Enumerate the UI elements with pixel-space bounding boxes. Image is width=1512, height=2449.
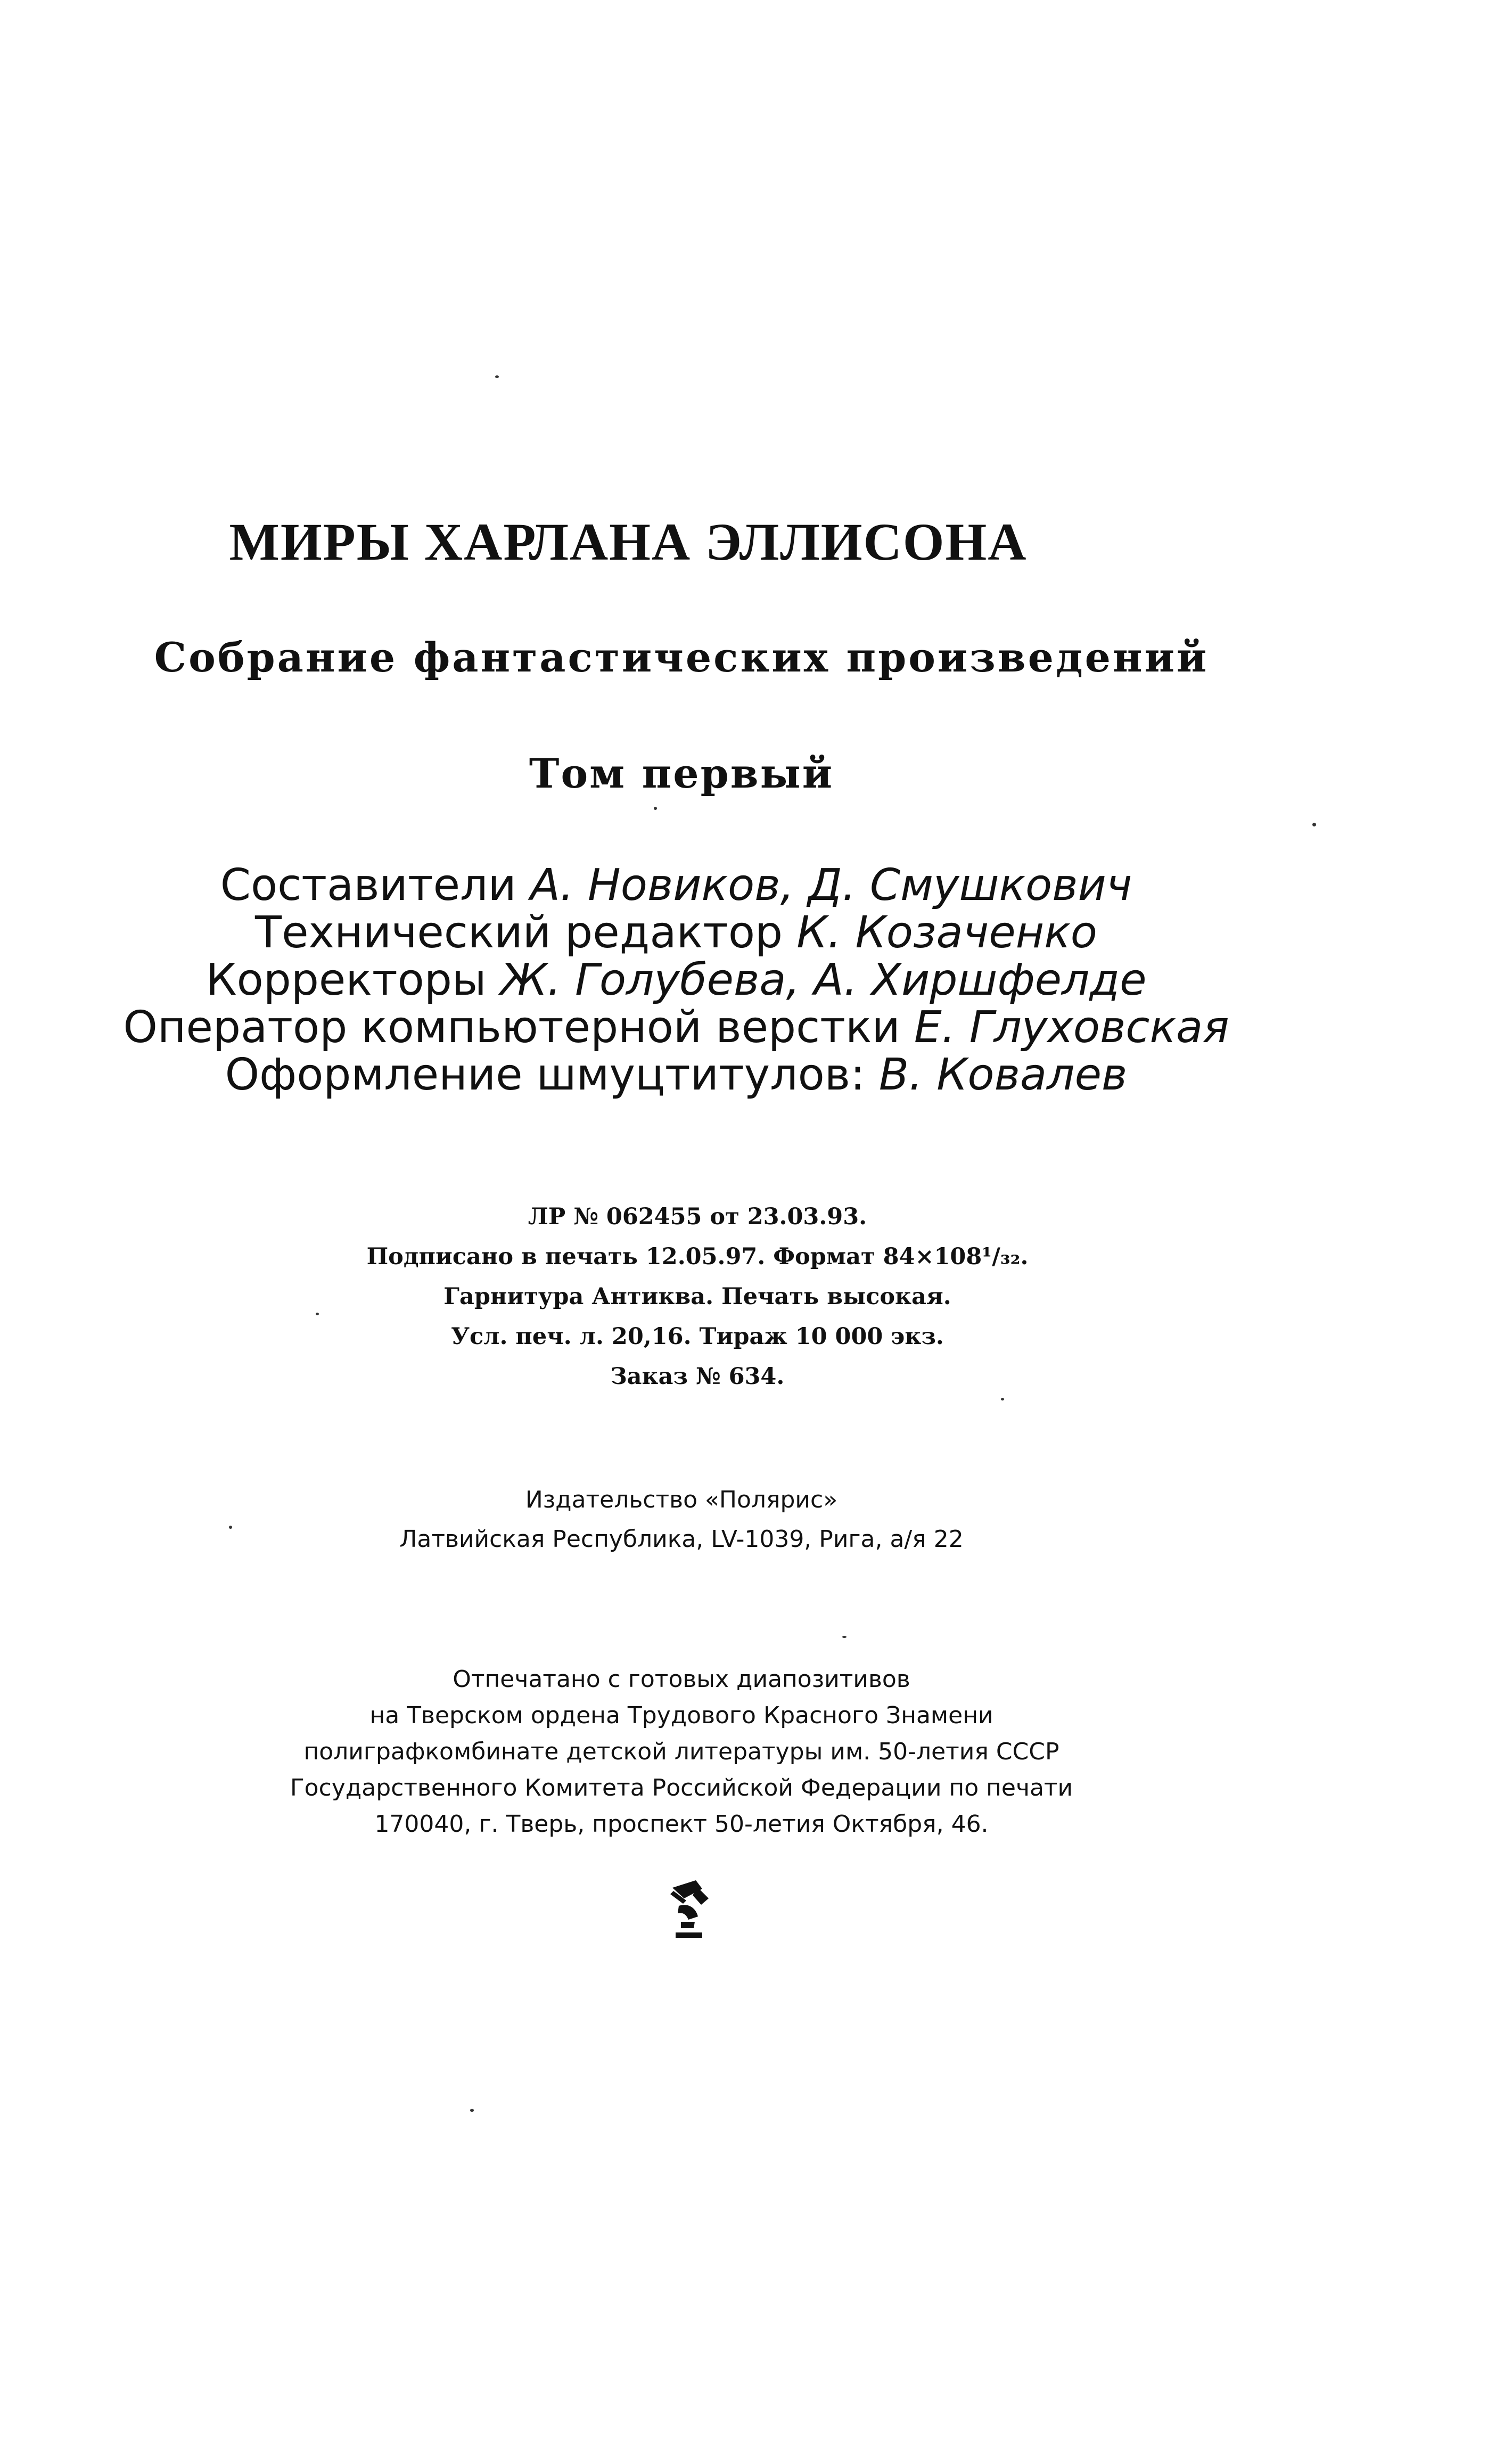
imprint-block — [0, 1197, 1512, 1397]
paper-speck — [842, 1636, 847, 1638]
publisher-address: Латвийская Республика, LV-1039, Рига, а/я 22 — [399, 1526, 964, 1553]
credit-names: В. Ковалев — [878, 1050, 1128, 1100]
paper-speck — [1001, 1398, 1004, 1400]
credit-layout-operator — [0, 1004, 1432, 1051]
credit-role: Оформление шмуцтитулов: — [225, 1050, 865, 1100]
printer-logo-icon — [663, 1877, 716, 1941]
paper-speck — [1312, 823, 1316, 826]
credit-title-design — [0, 1051, 1432, 1099]
paper-speck — [654, 807, 657, 810]
imprint-typeface: Гарнитура Антиква. Печать высокая. — [443, 1283, 951, 1310]
printer-line: полиграфкомбинате детской литературы им. 50-летия СССР — [303, 1738, 1059, 1765]
credit-names: А. Новиков, Д. Смушкович — [530, 860, 1132, 911]
printer-block — [0, 1661, 1512, 1842]
credit-role: Корректоры — [206, 955, 487, 1005]
paper-speck — [495, 375, 499, 378]
book-subtitle: Собрание фантастических произведений — [154, 634, 1209, 681]
credit-role: Оператор компьютерной верстки — [123, 1002, 900, 1053]
printer-line: Государственного Комитета Российской Федерации по печати — [290, 1774, 1073, 1801]
credit-proofreaders — [0, 956, 1432, 1004]
imprint-license: ЛР № 062455 от 23.03.93. — [528, 1203, 867, 1230]
printer-line: на Тверском ордена Трудового Красного Знамени — [369, 1702, 993, 1729]
credits-block — [0, 862, 1512, 1099]
paper-speck — [229, 1526, 232, 1529]
credit-names: К. Козаченко — [796, 907, 1097, 958]
imprint-order: Заказ № 634. — [610, 1363, 785, 1390]
credit-tech-editor — [0, 909, 1432, 956]
printer-line: 170040, г. Тверь, проспект 50-летия Октября, 46. — [374, 1811, 989, 1838]
paper-speck — [470, 2109, 474, 2112]
publisher-block — [0, 1480, 1512, 1559]
imprint-print-run: Усл. печ. л. 20,16. Тираж 10 000 экз. — [451, 1323, 944, 1350]
credit-role: Технический редактор — [255, 907, 783, 958]
book-title: МИРЫ ХАРЛАНА ЭЛЛИСОНА — [229, 512, 1028, 571]
credit-compilers — [0, 862, 1432, 909]
publisher-name: Издательство «Полярис» — [525, 1486, 838, 1513]
credit-role: Составители — [220, 860, 516, 911]
credit-names: Ж. Голубева, А. Хиршфелде — [500, 955, 1147, 1005]
imprint-signed: Подписано в печать 12.05.97. Формат 84×108¹/₃₂. — [366, 1243, 1029, 1270]
credit-names: Е. Глуховская — [914, 1002, 1229, 1053]
printer-line: Отпечатано с готовых диапозитивов — [453, 1666, 910, 1693]
volume-label: Том первый — [529, 750, 834, 797]
paper-speck — [316, 1313, 319, 1315]
